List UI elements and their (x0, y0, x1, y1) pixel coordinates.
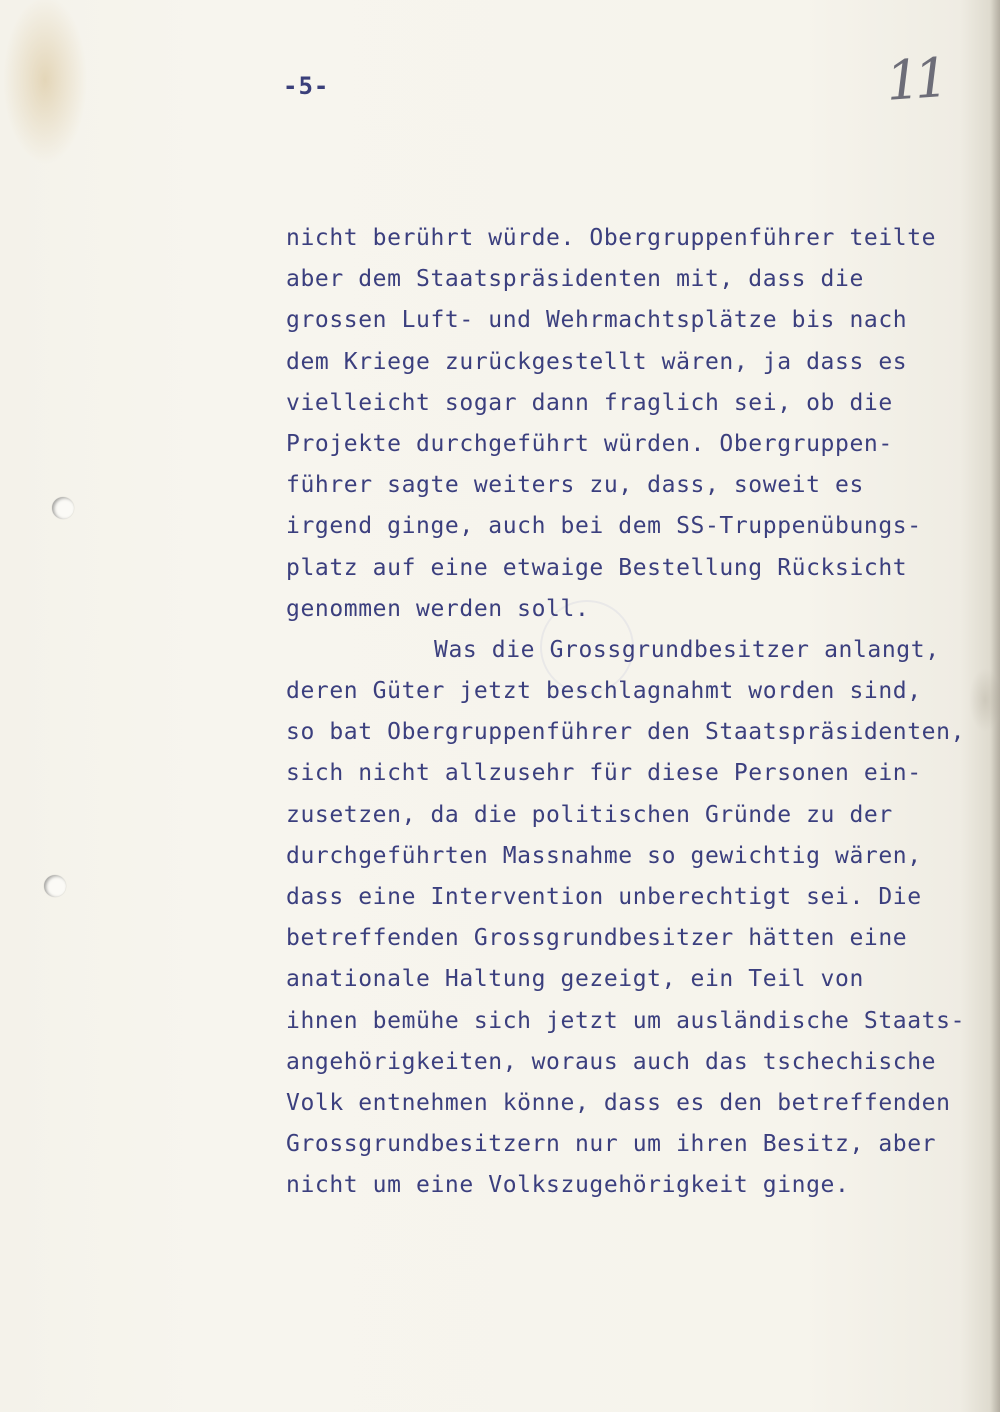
handwritten-folio-number: 11 (883, 46, 945, 113)
text-line: nicht um eine Volkszugehörigkeit ginge. (286, 1172, 850, 1199)
page-number: -5- (283, 72, 330, 100)
text-line: aber dem Staatspräsidenten mit, dass die (286, 266, 864, 293)
punch-hole-upper (52, 497, 74, 519)
text-line: grossen Luft- und Wehrmachtsplätze bis nach (286, 307, 908, 334)
text-line: deren Güter jetzt beschlagnahmt worden sind, (286, 678, 922, 705)
text-line: sich nicht allzusehr für diese Personen ein- (286, 760, 922, 787)
punch-hole-lower (44, 875, 66, 897)
text-line: anationale Haltung gezeigt, ein Teil von (286, 966, 864, 993)
text-line: angehörigkeiten, woraus auch das tschechische (286, 1048, 937, 1075)
text-line: Projekte durchgeführt würden. Obergruppen- (286, 430, 893, 457)
paragraph-start-line: Was die Grossgrundbesitzer anlangt, (434, 636, 940, 663)
text-line: irgend ginge, auch bei dem SS-Truppenübungs- (286, 513, 922, 540)
text-line: vielleicht sogar dann fraglich sei, ob die (286, 389, 893, 416)
text-line: führer sagte weiters zu, dass, soweit es (286, 472, 864, 499)
text-line: platz auf eine etwaige Bestellung Rücksicht (286, 554, 908, 581)
text-line: dem Kriege zurückgestellt wären, ja dass es (286, 348, 908, 375)
text-line: durchgeführten Massnahme so gewichtig wären, (286, 842, 922, 869)
paper-edge-shadow (990, 0, 1000, 1412)
body-text (286, 218, 986, 1207)
text-line: Volk entnehmen könne, dass es den betreffenden (286, 1089, 951, 1116)
text-line: so bat Obergruppenführer den Staatspräsidenten, (286, 719, 966, 746)
text-line: nicht berührt würde. Obergruppenführer teilte (286, 225, 937, 251)
text-line: zusetzen, da die politischen Gründe zu der (286, 801, 893, 828)
text-line: genommen werden soll. (286, 595, 590, 622)
text-line: ihnen bemühe sich jetzt um ausländische Staats- (286, 1007, 966, 1034)
text-line: betreffenden Grossgrundbesitzer hätten eine (286, 925, 908, 952)
text-line: Grossgrundbesitzern nur um ihren Besitz, aber (286, 1131, 937, 1158)
text-line: dass eine Intervention unberechtigt sei. Die (286, 884, 922, 910)
